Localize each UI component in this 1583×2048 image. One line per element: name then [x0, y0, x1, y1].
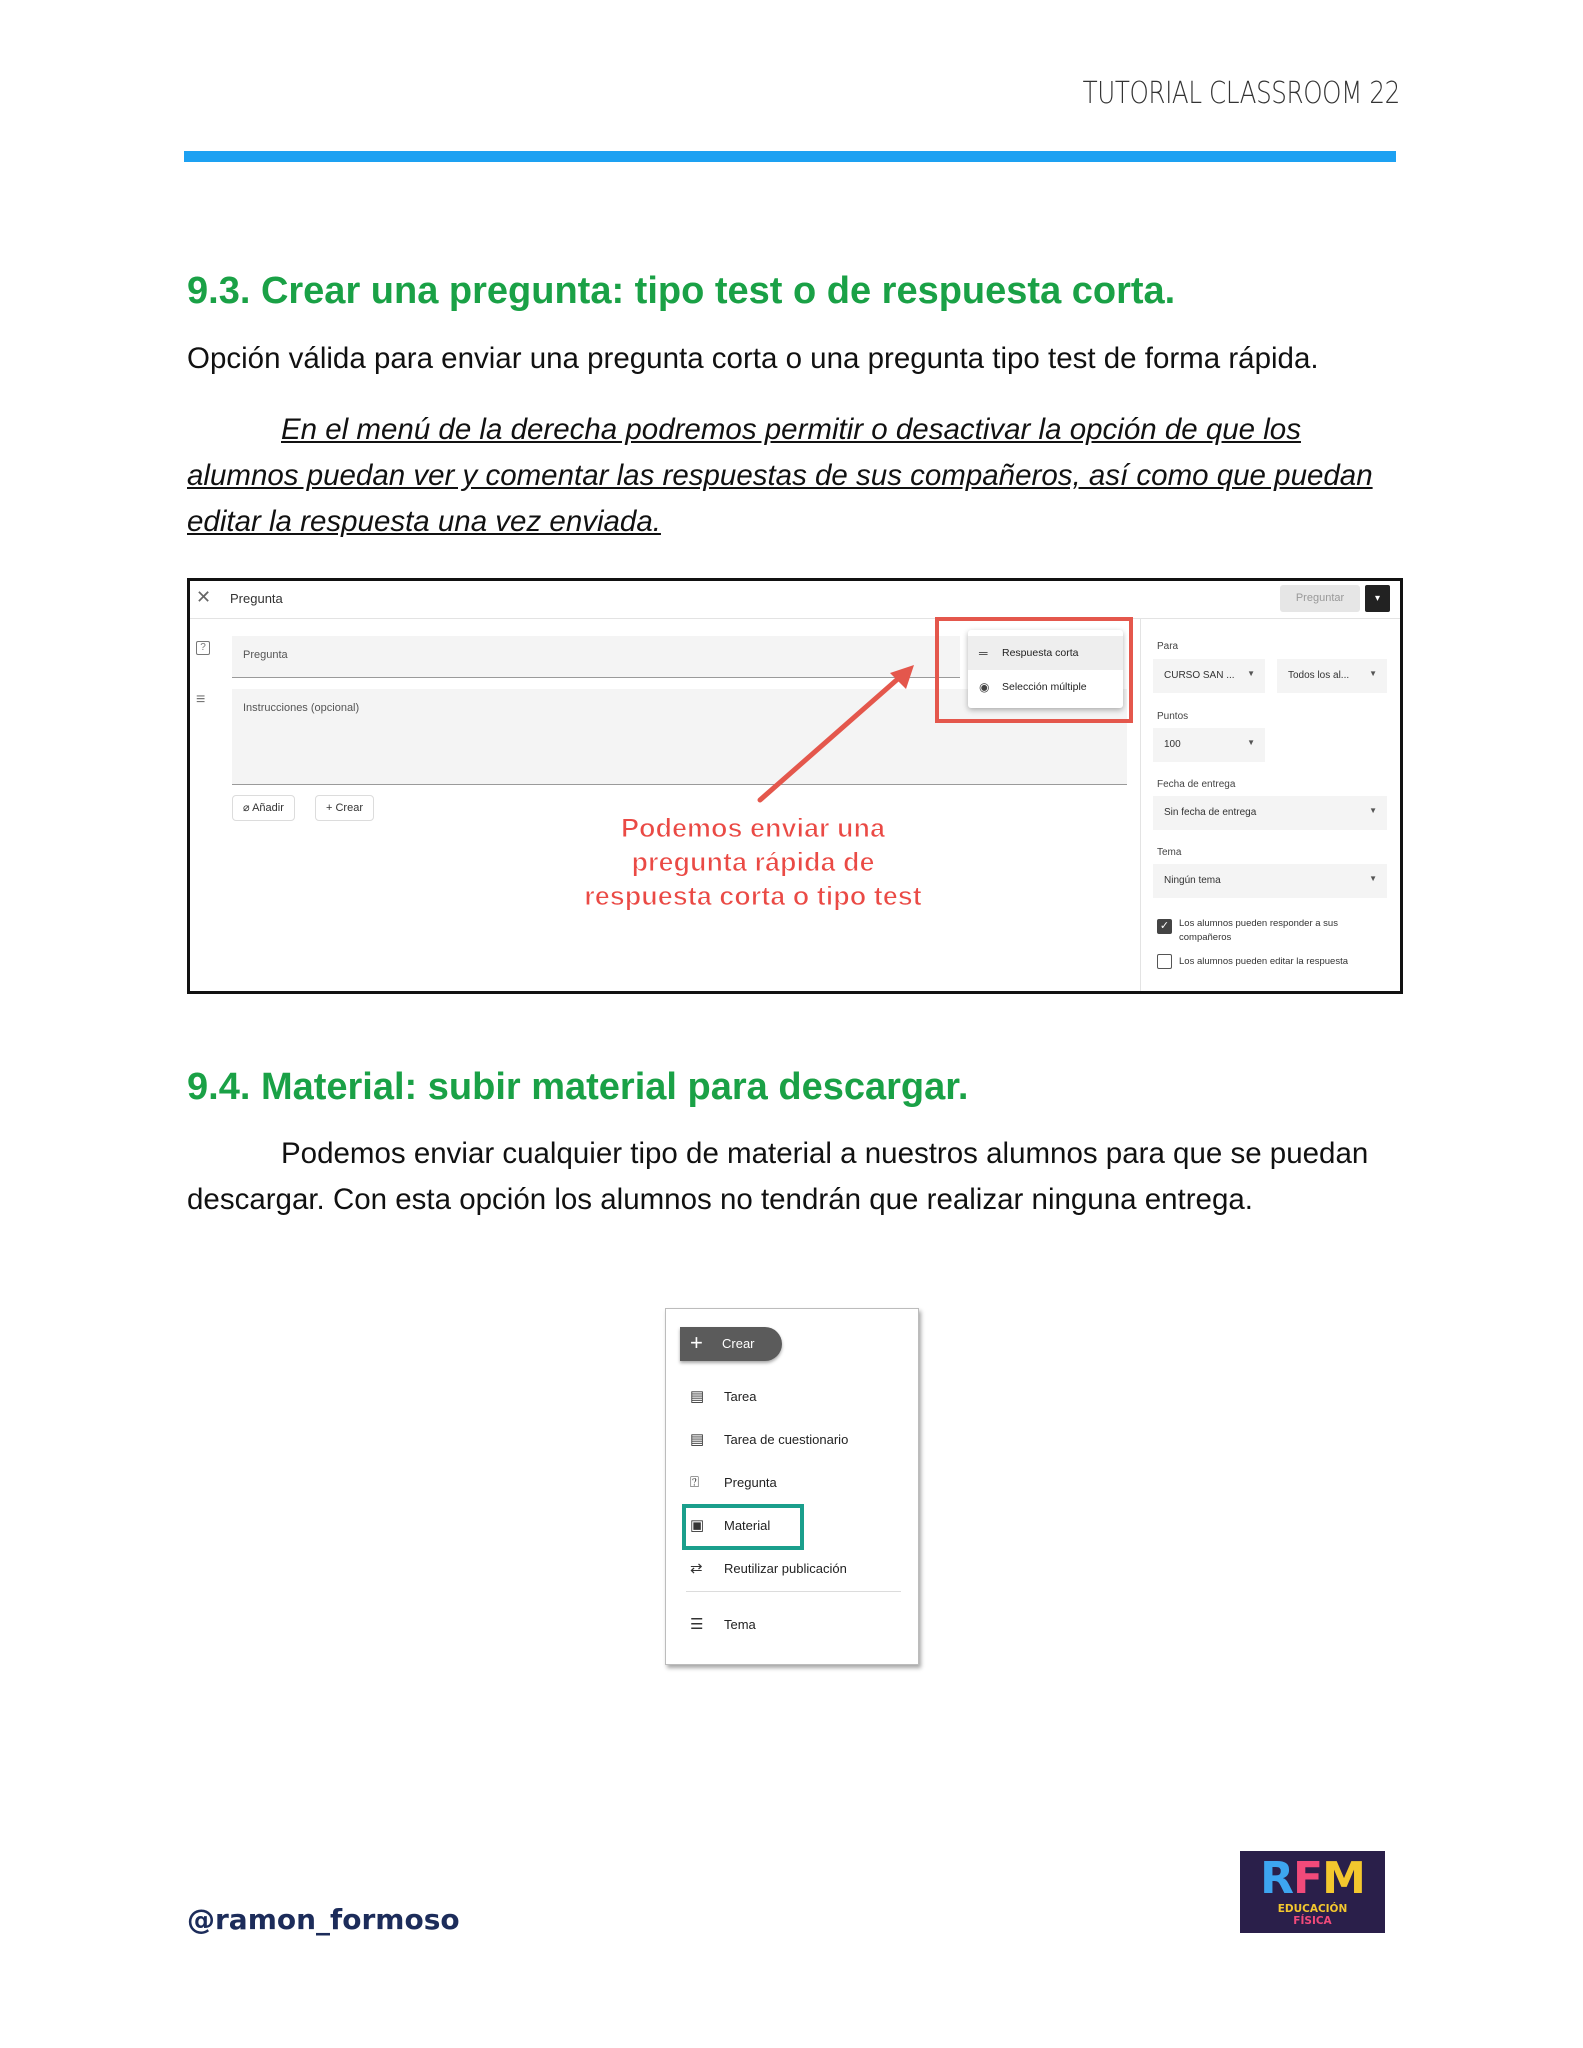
edit-answer-checkbox[interactable]	[1157, 954, 1172, 969]
reuse-post-label: Reutilizar publicación	[724, 1561, 847, 1576]
radio-icon: ◉	[979, 680, 990, 694]
due-date-select[interactable]	[1153, 796, 1387, 830]
dropdown-icon: ▼	[1369, 806, 1377, 815]
material-label: Material	[724, 1518, 771, 1533]
ask-dropdown-icon[interactable]: ▾	[1365, 585, 1390, 612]
ask-button[interactable]: Preguntar	[1280, 585, 1360, 612]
dropdown-icon: ▼	[1247, 738, 1255, 747]
students-value: Todos los al...	[1288, 670, 1350, 681]
reply-classmates-label: Los alumnos pueden responder a sus compañeros	[1179, 918, 1338, 943]
section-9-4-body-text: Podemos enviar cualquier tipo de material a nuestros alumnos para que se puedan descargar. Con esta opción los alumnos no tendrán que realizar ninguna entrega.	[187, 1137, 1369, 1216]
create-menu-screenshot	[665, 1308, 919, 1665]
editor-topbar	[190, 581, 1400, 619]
section-9-3-heading: 9.3. Crear una pregunta: tipo test o de respuesta corta.	[187, 270, 1176, 312]
logo-line1: EDUCACIÓN	[1277, 1903, 1348, 1915]
menu-divider	[686, 1591, 901, 1592]
close-icon[interactable]: ✕	[196, 587, 212, 607]
assignment-label: Tarea	[724, 1389, 757, 1404]
topic-label: Tema	[1157, 847, 1182, 858]
section-9-4-heading: 9.4. Material: subir material para descargar.	[187, 1066, 969, 1108]
course-select[interactable]	[1153, 659, 1265, 693]
create-menu-button[interactable]	[680, 1327, 782, 1361]
menu-item-assignment[interactable]	[686, 1380, 906, 1414]
menu-item-reuse-post[interactable]	[686, 1552, 906, 1586]
menu-item-question[interactable]	[686, 1466, 906, 1500]
rfm-logo	[1240, 1851, 1385, 1933]
section-9-3-note	[187, 407, 1402, 545]
short-text-icon: ═	[979, 646, 988, 660]
add-label: Añadir	[252, 802, 284, 814]
points-select[interactable]	[1153, 728, 1265, 762]
create-button[interactable]	[315, 795, 374, 821]
paperclip-icon: ⌀	[243, 802, 253, 814]
course-value: CURSO SAN ...	[1164, 670, 1235, 681]
reuse-icon: ⇄	[690, 1560, 703, 1577]
dropdown-icon: ▼	[1369, 669, 1377, 678]
dropdown-icon: ▼	[1247, 669, 1255, 678]
quiz-assignment-icon: ▤	[690, 1431, 705, 1448]
topic-label: Tema	[724, 1617, 756, 1632]
section-9-3-intro: Opción válida para enviar una pregunta corta o una pregunta tipo test de forma rápida.	[187, 342, 1319, 375]
material-icon: ▣	[690, 1517, 705, 1534]
menu-item-topic[interactable]	[686, 1608, 906, 1642]
assignment-icon: ▤	[690, 1388, 705, 1405]
header-rule	[184, 151, 1396, 162]
question-icon: ?	[196, 641, 210, 655]
annotation-text: Podemos enviar una pregunta rápida de respuesta corta o tipo test	[584, 813, 922, 911]
settings-sidebar	[1140, 619, 1400, 994]
points-label: Puntos	[1157, 711, 1189, 722]
short-answer-label: Respuesta corta	[1002, 647, 1079, 659]
multiple-choice-label: Selección múltiple	[1002, 681, 1087, 693]
points-value: 100	[1164, 739, 1181, 750]
instructions-input[interactable]: Instrucciones (opcional)	[232, 689, 1127, 785]
add-attachment-button[interactable]	[232, 795, 295, 821]
author-handle: @ramon_formoso	[187, 1903, 460, 1936]
editor-title: Pregunta	[230, 591, 283, 606]
topic-icon: ☰	[690, 1616, 704, 1633]
dropdown-icon: ▼	[1369, 874, 1377, 883]
reply-classmates-checkbox[interactable]: ✓	[1157, 919, 1172, 934]
plus-icon: +	[326, 802, 336, 814]
logo-letters: RFM	[1260, 1853, 1365, 1904]
highlight-box	[935, 617, 1133, 723]
question-label: Pregunta	[724, 1475, 777, 1490]
question-input[interactable]: Pregunta	[232, 636, 960, 678]
notes-icon: ≡	[196, 691, 206, 708]
plus-icon: +	[690, 1330, 703, 1355]
for-label: Para	[1157, 641, 1179, 652]
quiz-assignment-label: Tarea de cuestionario	[724, 1432, 849, 1447]
students-select[interactable]	[1277, 659, 1387, 693]
due-label: Fecha de entrega	[1157, 779, 1236, 790]
section-9-4-body	[187, 1131, 1402, 1223]
question-editor-screenshot	[187, 578, 1403, 994]
document-header-title: TUTORIAL CLASSROOM 22	[1082, 76, 1400, 111]
logo-line2: FÍSICA	[1293, 1915, 1332, 1927]
edit-answer-label: Los alumnos pueden editar la respuesta	[1179, 956, 1349, 967]
material-highlight-box	[682, 1504, 804, 1550]
topic-value: Ningún tema	[1164, 875, 1221, 886]
due-value: Sin fecha de entrega	[1164, 807, 1257, 818]
question-icon: ⍰	[690, 1474, 700, 1491]
topic-select[interactable]	[1153, 864, 1387, 898]
create-menu-label: Crear	[722, 1336, 755, 1351]
menu-item-quiz-assignment[interactable]	[686, 1423, 906, 1457]
create-label: Crear	[335, 802, 363, 814]
section-9-3-note-text: En el menú de la derecha podremos permitir o desactivar la opción de que los alumnos puedan ver y comentar las respuestas de sus compañeros, así como que puedan editar la respuesta una vez enviada.	[187, 413, 1373, 538]
